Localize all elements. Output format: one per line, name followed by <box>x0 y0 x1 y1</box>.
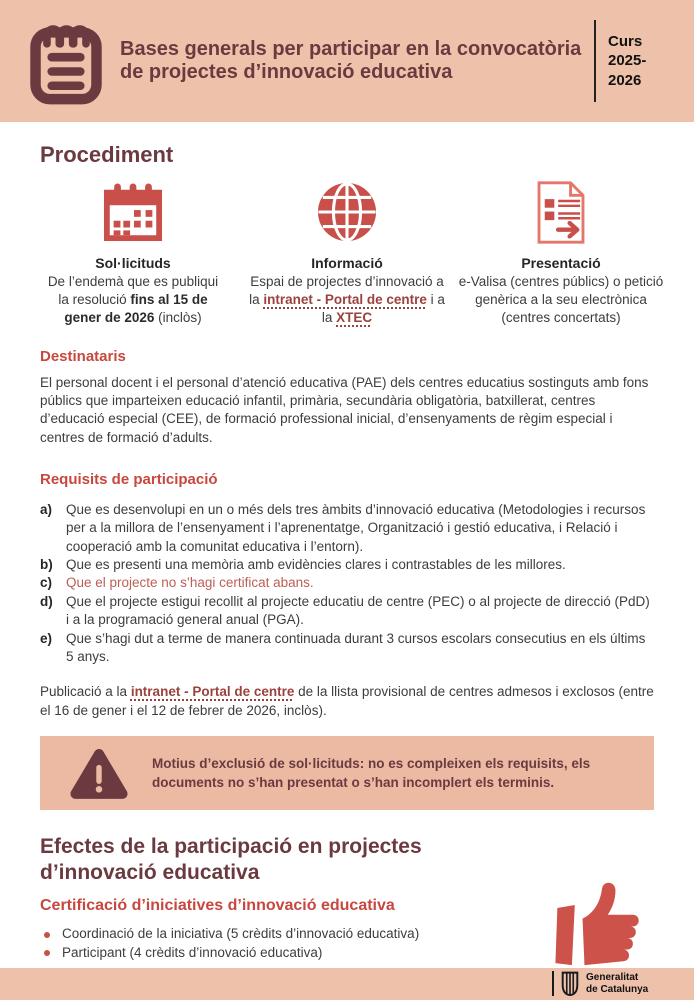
certificacio-heading: Certificació d’iniciatives d’innovació educativa <box>40 897 395 915</box>
column-text-sollicituds <box>45 273 221 328</box>
column-title-presentacio: Presentació <box>521 255 601 271</box>
requisit-text: Que s’hagi dut a terme de manera continuada durant 3 cursos escolars consecutius en els últims 5 anys. <box>66 630 646 664</box>
requisit-label: b) <box>40 557 53 573</box>
requisits-heading: Requisits de participació <box>40 470 218 488</box>
sollicituds-text-2: (inclòs) <box>154 310 202 326</box>
requisit-label: e) <box>40 630 53 646</box>
requisit-label: a) <box>40 501 53 517</box>
informacio-text-1: Espai de projectes d’innovació a la <box>249 273 444 308</box>
thumbs-up-icon <box>544 876 654 968</box>
footer-logo-divider <box>552 971 554 996</box>
requisit-text: Que el projecte no s’hagi certificat abans. <box>66 575 314 591</box>
warning-box <box>40 736 654 810</box>
column-title-informacio: Informació <box>311 255 383 271</box>
column-text-presentacio: e-Valisa (centres públics) o petició genèrica a la seu electrònica (centres concertats) <box>458 273 664 326</box>
header-band <box>0 0 694 122</box>
efectes-heading: Efectes de la participació en projectes d’innovació educativa <box>40 834 422 884</box>
destinataris-body: El personal docent i el personal d’atenció educativa (PAE) dels centres educatius sostinguts amb fons públics que imparteixen educació infantil, primària, secundària obligatòria, batxillerat, centres d’educació especial (CEE), de formació professional inicial, d’ensenyaments de règim especial i centres de formació d’adults. <box>40 374 649 445</box>
bullet-item <box>40 925 532 944</box>
requisit-item-e <box>40 630 654 667</box>
requisit-text: Que el projecte estigui recollit al projecte educatiu de centre (PEC) o al projecte de direcció (PdD) i a la programació general anual (PGA). <box>66 593 650 628</box>
column-sollicituds <box>26 178 240 328</box>
informacio-text-2: i a la <box>321 292 445 326</box>
bullet-text: Participant (4 crèdits d’innovació educativa) <box>62 945 323 961</box>
requisit-item-a <box>40 501 654 556</box>
requisit-label: c) <box>40 575 53 591</box>
bullet-dot-icon <box>44 932 50 938</box>
sollicituds-text-1: De l’endemà que es publiqui la resolució <box>47 273 219 308</box>
bullet-dot-icon <box>44 950 50 956</box>
main-content <box>0 122 694 968</box>
warning-triangle-icon <box>70 746 128 800</box>
bullet-item <box>40 944 532 963</box>
efectes-section <box>40 834 654 968</box>
procediment-heading: Procediment <box>40 142 174 167</box>
generalitat-logo-text: Generalitat de Catalunya <box>586 971 649 995</box>
requisit-text: Que es desenvolupi en un o més dels tres àmbits d’innovació educativa (Metodologies i recursos per a la millora de l’ensenyament i l’aprenentatge, Organització i gestió educativa, i Relació i cooperació amb la comunitat educativa i l’entorn). <box>66 501 646 554</box>
calendar-icon <box>26 178 240 246</box>
column-presentacio <box>454 178 668 328</box>
efectes-icon-column <box>532 834 654 968</box>
bullet-text: Coordinació de la iniciativa (5 crèdits d’innovació educativa) <box>62 926 420 942</box>
requisit-item-c <box>40 574 654 592</box>
publicacio-link-intranet[interactable]: intranet - Portal de centre <box>130 684 295 700</box>
column-title-sollicituds: Sol·licituds <box>95 255 171 271</box>
course-label: Curs 2025-2026 <box>608 32 647 89</box>
requisit-label: d) <box>40 593 53 609</box>
warning-text: Motius d’exclusió de sol·licituds: no es compleixen els requisits, els documents no s’han presentat o s’han incomplert els terminis. <box>152 755 591 790</box>
page-title: Bases generals per participar en la convocatòria de projectes d’innovació educativa <box>120 37 582 83</box>
document-arrow-icon <box>454 178 668 246</box>
destinataris-heading: Destinataris <box>40 347 126 365</box>
publicacio-paragraph <box>40 683 654 720</box>
efectes-content <box>40 834 532 968</box>
bullet-list <box>40 925 532 963</box>
header-divider <box>594 20 596 102</box>
requisit-item-d <box>40 593 654 630</box>
column-informacio <box>240 178 454 328</box>
footer-band <box>0 968 694 1000</box>
column-text-informacio <box>244 273 450 328</box>
globe-icon <box>240 178 454 246</box>
notepad-icon <box>26 15 106 107</box>
procediment-columns <box>26 178 668 328</box>
sollicituds-deadline: fins al 15 de gener de 2026 <box>64 292 208 326</box>
publicacio-text-2: de la llista provisional de centres admesos i exclosos (entre el 16 de gener i el 12 de febrer de 2026, inclòs). <box>40 684 654 718</box>
publicacio-text-1: Publicació a la <box>40 684 131 700</box>
requisits-list <box>40 501 654 666</box>
requisit-item-b <box>40 556 654 574</box>
link-xtec[interactable]: XTEC <box>336 310 373 326</box>
generalitat-logo-icon <box>560 971 580 997</box>
requisit-text: Que es presenti una memòria amb evidències clares i contrastables de les millores. <box>66 557 566 573</box>
link-intranet-portal-de-centre[interactable]: intranet - Portal de centre <box>263 292 427 308</box>
